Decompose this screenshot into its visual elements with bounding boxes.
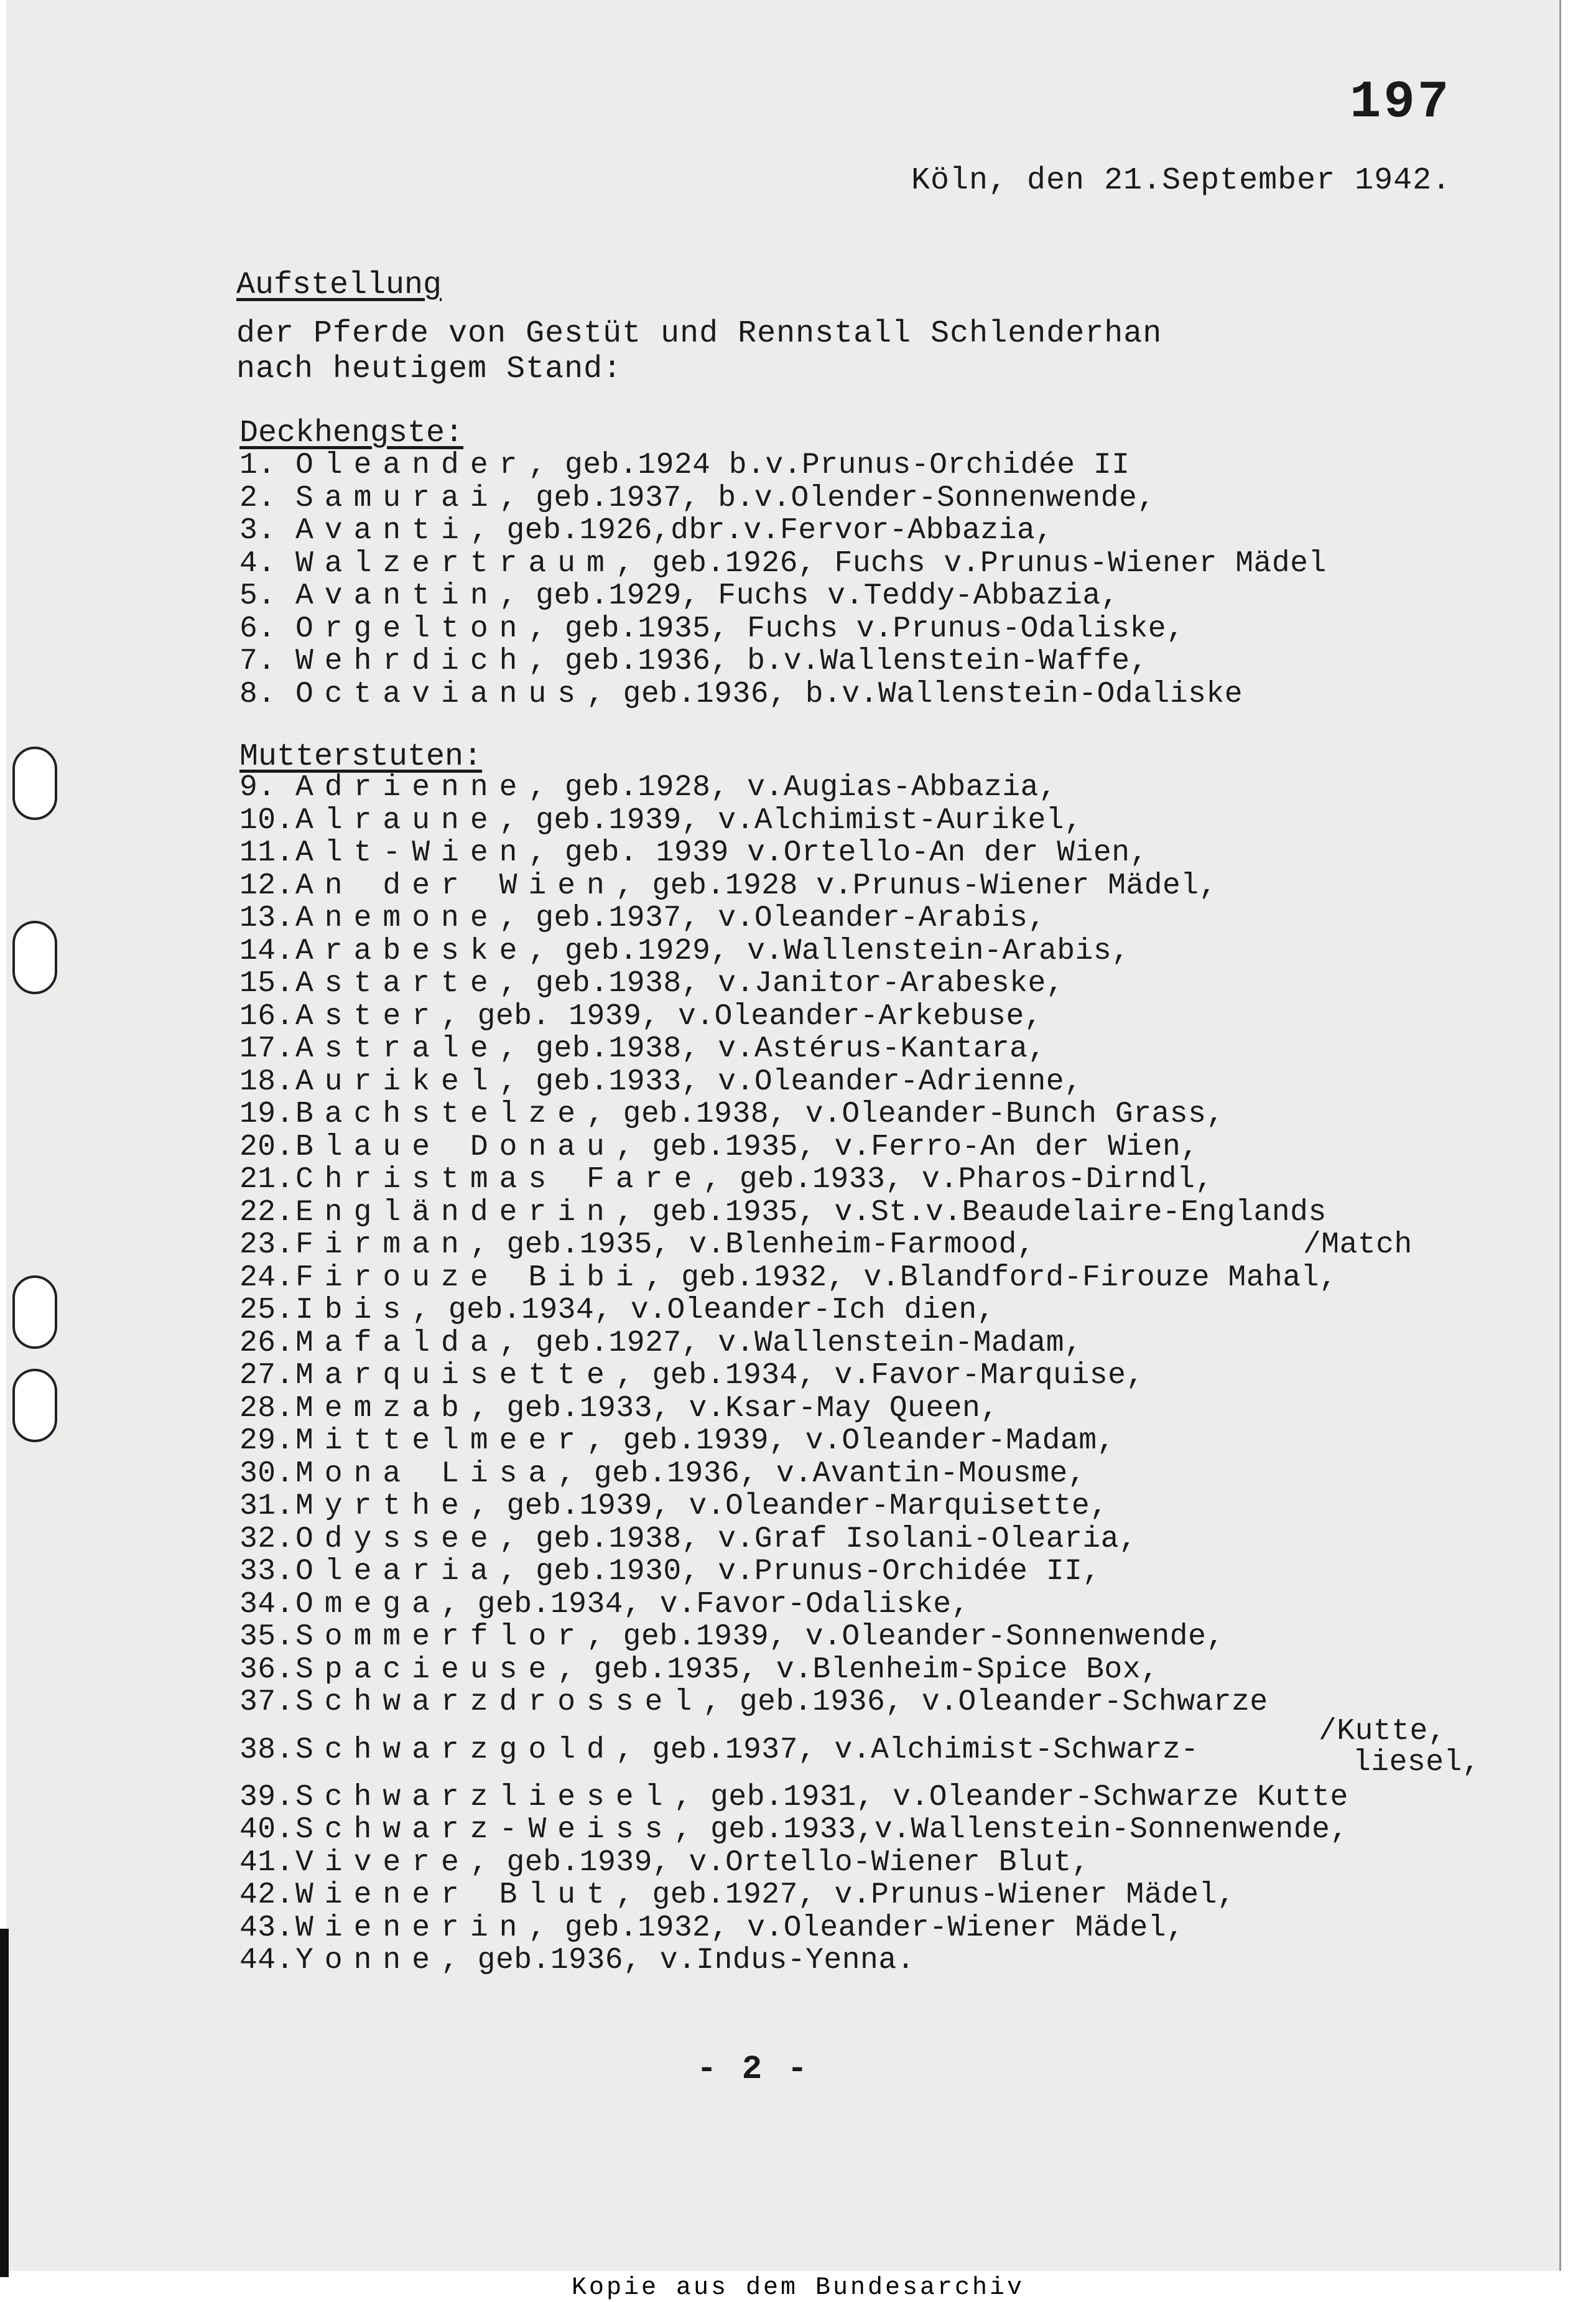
list-item (239, 1262, 1595, 1295)
horse-details: , geb.1928, v.Augias-Abbazia, (528, 771, 1057, 804)
horse-name: Mafalda (295, 1326, 499, 1360)
horse-details: , geb.1932, v.Oleander-Wiener Mädel, (528, 1911, 1185, 1945)
entry-number: 35. (239, 1620, 294, 1654)
horse-name: Marquisette (295, 1359, 616, 1392)
horse-details: , geb.1935, v.Blenheim-Farmood, (470, 1228, 1036, 1262)
subtitle-line: nach heutigem Stand: (236, 352, 623, 387)
horse-details: , geb.1928 v.Prunus-Wiener Mädel, (615, 869, 1217, 903)
list-item (239, 1714, 1595, 1781)
horse-name: Olearia (295, 1555, 499, 1588)
entry-number: 41. (239, 1845, 294, 1880)
entry-number: 19. (239, 1097, 294, 1131)
list-item (239, 1458, 1595, 1491)
horse-details: , geb.1937, v.Oleander-Arabis, (499, 902, 1046, 935)
horse-name: An der Wien (295, 869, 616, 903)
list-item (239, 449, 1595, 482)
typed-sheet (6, 0, 1561, 2271)
line-note: /Match (1303, 1228, 1413, 1262)
list-item (239, 837, 1595, 870)
entry-number: 42. (239, 1878, 294, 1912)
list-item (239, 1392, 1595, 1425)
dateline: Köln, den 21.September 1942. (911, 163, 1452, 198)
horse-details: , geb.1936, v.Avantin-Mousme, (557, 1456, 1087, 1491)
horse-details: , geb.1936, v.Indus-Yenna. (441, 1944, 915, 1977)
list-item (239, 613, 1595, 646)
entry-number: 36. (239, 1652, 294, 1687)
horse-name: Adrienne (295, 771, 529, 804)
mares-title: Mutterstuten: (239, 739, 483, 775)
entry-number: 44. (239, 1944, 294, 1977)
horse-details: , geb.1937, b.v.Olender-Sonnenwende, (499, 481, 1156, 515)
list-item (239, 1131, 1595, 1164)
horse-name: Oleander (295, 449, 529, 482)
horse-name: Arabeske (295, 934, 529, 968)
horse-name: Odyssee (295, 1522, 499, 1556)
horse-details: , geb.1930, v.Prunus-Orchidée II, (499, 1555, 1101, 1588)
stallions-title: Deckhengste: (239, 416, 464, 451)
list-item (239, 678, 1595, 711)
horse-details: , geb.1939, v.Oleander-Sonnenwende, (587, 1620, 1225, 1654)
horse-details: , geb.1938, v.Oleander-Bunch Grass, (587, 1097, 1225, 1131)
entry-number: 4. (239, 546, 276, 580)
entry-number: 34. (239, 1587, 294, 1621)
horse-name: Wiener Blut (295, 1878, 616, 1912)
entry-number: 23. (239, 1228, 294, 1262)
list-item (239, 1033, 1595, 1066)
horse-name: Memzab (295, 1391, 470, 1425)
list-item (239, 1944, 1595, 1977)
horse-name: Wehrdich (295, 645, 529, 678)
list-item (239, 1359, 1595, 1392)
horse-details: , geb.1939, v.Ortello-Wiener Blut, (470, 1845, 1090, 1880)
entry-number: 24. (239, 1261, 294, 1295)
entry-number: 38. (239, 1733, 294, 1767)
entry-number: 27. (239, 1359, 294, 1392)
entry-number: 21. (239, 1163, 294, 1196)
entry-number: 26. (239, 1326, 294, 1360)
horse-details: , geb.1934, v.Oleander-Ich dien, (412, 1293, 995, 1327)
stallions-list (239, 449, 1595, 711)
list-item (239, 1000, 1595, 1033)
entry-number: 20. (239, 1130, 294, 1164)
horse-name: Firman (295, 1228, 470, 1262)
entry-number: 28. (239, 1391, 294, 1425)
horse-name: Engländerin (295, 1195, 616, 1229)
subtitle-line: der Pferde von Gestüt und Rennstall Schlenderhan (236, 316, 1162, 352)
list-item (239, 1196, 1595, 1229)
entry-number: 10. (239, 803, 294, 837)
horse-details: , geb.1938, v.Janitor-Arabeske, (499, 967, 1065, 1000)
horse-name: Schwarzgold (295, 1733, 616, 1767)
entry-number: 39. (239, 1780, 294, 1814)
horse-name: Schwarzliesel (295, 1780, 674, 1814)
horse-name: Spacieuse (295, 1652, 558, 1687)
list-item (239, 804, 1595, 837)
horse-details: , geb.1934, v.Favor-Marquise, (615, 1359, 1144, 1392)
page-number: 197 (1350, 73, 1452, 133)
entry-number: 3. (239, 514, 276, 548)
entry-number: 5. (239, 579, 276, 613)
list-item (239, 1912, 1595, 1945)
horse-details: , geb.1939, v.Alchimist-Aurikel, (499, 803, 1083, 837)
horse-name: Omega (295, 1587, 442, 1621)
line-note: liesel, (1353, 1745, 1481, 1779)
list-item (239, 870, 1595, 903)
list-item (239, 1523, 1595, 1556)
entry-number: 12. (239, 869, 294, 903)
list-item (239, 935, 1595, 968)
horse-name: Avanti (295, 514, 470, 548)
horse-details: , geb.1927, v.Wallenstein-Madam, (499, 1326, 1083, 1360)
horse-name: Schwarzdrossel (295, 1685, 703, 1719)
list-item (239, 1163, 1595, 1196)
entry-number: 40. (239, 1813, 294, 1847)
list-item (239, 1847, 1595, 1880)
list-item (239, 1327, 1595, 1360)
entry-number: 14. (239, 934, 294, 968)
entry-number: 7. (239, 645, 276, 678)
horse-details: , geb.1939, v.Oleander-Madam, (587, 1424, 1115, 1458)
entry-number: 25. (239, 1293, 294, 1327)
horse-details: , geb.1933, v.Ksar-May Queen, (470, 1391, 999, 1425)
horse-name: Schwarz-Weiss (295, 1813, 674, 1847)
horse-details: , geb.1934, v.Favor-Odaliske, (441, 1587, 970, 1621)
horse-details: , geb.1929, Fuchs v.Teddy-Abbazia, (499, 579, 1119, 613)
horse-details: , geb. 1939 v.Ortello-An der Wien, (528, 836, 1148, 870)
list-item (239, 1686, 1595, 1719)
entry-number: 22. (239, 1195, 294, 1229)
horse-details: , geb.1929, v.Wallenstein-Arabis, (528, 934, 1130, 968)
horse-details: , geb.1935, v.St.v.Beaudelaire-Englands (615, 1195, 1327, 1229)
horse-details: , geb.1936, v.Oleander-Schwarze (703, 1685, 1268, 1719)
list-item (239, 1588, 1595, 1621)
horse-name: Walzertraum (295, 546, 616, 580)
list-item (239, 1229, 1595, 1262)
list-item (239, 1781, 1595, 1814)
list-item (239, 548, 1595, 580)
list-item (239, 1098, 1595, 1131)
entry-number: 11. (239, 836, 294, 870)
horse-name: Ibis (295, 1293, 412, 1327)
horse-name: Mittelmeer (295, 1424, 587, 1458)
horse-details: , geb.1933, v.Oleander-Adrienne, (499, 1065, 1083, 1099)
horse-name: Astrale (295, 1032, 499, 1066)
list-item (239, 902, 1595, 935)
list-item (239, 1621, 1595, 1654)
list-item (239, 967, 1595, 1000)
horse-name: Samurai (295, 481, 499, 515)
entry-number: 9. (239, 771, 276, 804)
horse-name: Bachstelze (295, 1097, 587, 1131)
list-item (239, 1654, 1595, 1687)
horse-details: , geb.1931, v.Oleander-Schwarze Kutte (674, 1780, 1348, 1814)
horse-details: , geb.1935, v.Blenheim-Spice Box, (557, 1652, 1159, 1687)
horse-name: Christmas Fare (295, 1163, 703, 1196)
horse-name: Anemone (295, 902, 499, 935)
list-item (239, 1490, 1595, 1523)
entry-number: 31. (239, 1489, 294, 1523)
entry-number: 32. (239, 1522, 294, 1556)
entry-number: 33. (239, 1555, 294, 1588)
list-item (239, 1814, 1595, 1847)
horse-details: , geb.1935, Fuchs v.Prunus-Odaliske, (528, 612, 1185, 646)
entry-number: 16. (239, 999, 294, 1033)
horse-name: Alraune (295, 803, 499, 837)
horse-name: Yonne (295, 1944, 442, 1977)
horse-details: , geb.1936, b.v.Wallenstein-Waffe, (528, 645, 1148, 678)
entry-number: 2. (239, 481, 276, 515)
horse-name: Firouze Bibi (295, 1261, 645, 1295)
footer-page-number: - 2 - (697, 2051, 810, 2089)
entry-number: 8. (239, 677, 276, 711)
entry-number: 18. (239, 1065, 294, 1099)
entry-number: 15. (239, 967, 294, 1000)
horse-name: Sommerflor (295, 1620, 587, 1654)
horse-name: Myrthe (295, 1489, 470, 1523)
document-page (6, 0, 1561, 2271)
horse-details: , geb.1924 b.v.Prunus-Orchidée II (528, 449, 1130, 482)
horse-details: , geb.1933,v.Wallenstein-Sonnenwende, (674, 1813, 1348, 1847)
horse-details: , geb.1939, v.Oleander-Marquisette, (470, 1489, 1108, 1523)
horse-details: , geb.1927, v.Prunus-Wiener Mädel, (615, 1878, 1236, 1912)
list-item (239, 771, 1595, 804)
horse-details: , geb.1935, v.Ferro-An der Wien, (615, 1130, 1199, 1164)
list-item (239, 515, 1595, 548)
mares-list (239, 771, 1595, 1977)
horse-details: , geb.1932, v.Blandford-Firouze Mahal, (644, 1261, 1338, 1295)
list-item (239, 482, 1595, 515)
horse-name: Astarte (295, 967, 499, 1000)
horse-name: Alt-Wien (295, 836, 529, 870)
horse-details: , geb.1937, v.Alchimist-Schwarz- (615, 1733, 1199, 1767)
horse-details: , geb.1933, v.Pharos-Dirndl, (703, 1163, 1213, 1196)
horse-name: Wienerin (295, 1911, 529, 1945)
entry-number: 30. (239, 1456, 294, 1491)
entry-number: 17. (239, 1032, 294, 1066)
horse-details: , geb. 1939, v.Oleander-Arkebuse, (441, 999, 1043, 1033)
binder-edge (0, 1929, 9, 2277)
list-item (239, 645, 1595, 678)
horse-name: Avantin (295, 579, 499, 613)
horse-details: , geb.1926,dbr.v.Fervor-Abbazia, (470, 514, 1054, 548)
entry-number: 43. (239, 1911, 294, 1945)
line-note: /Kutte, (1319, 1714, 1447, 1748)
horse-name: Orgelton (295, 612, 529, 646)
horse-name: Blaue Donau (295, 1130, 616, 1164)
entry-number: 13. (239, 902, 294, 935)
horse-details: , geb.1936, b.v.Wallenstein-Odaliske (587, 677, 1243, 711)
list-item (239, 1066, 1595, 1099)
document-heading: Aufstellung (236, 268, 442, 303)
list-item (239, 1294, 1595, 1327)
entry-number: 29. (239, 1424, 294, 1458)
entry-number: 37. (239, 1685, 294, 1719)
horse-name: Octavianus (295, 677, 587, 711)
horse-details: , geb.1926, Fuchs v.Prunus-Wiener Mädel (615, 546, 1327, 580)
horse-name: Vivere (295, 1845, 470, 1880)
archive-note: Kopie aus dem Bundesarchiv (571, 2274, 1025, 2302)
horse-details: , geb.1938, v.Astérus-Kantara, (499, 1032, 1046, 1066)
horse-details: , geb.1938, v.Graf Isolani-Olearia, (499, 1522, 1138, 1556)
list-item (239, 580, 1595, 613)
list-item (239, 1425, 1595, 1458)
horse-name: Mona Lisa (295, 1456, 558, 1491)
list-item (239, 1555, 1595, 1588)
list-item (239, 1879, 1595, 1912)
entry-number: 1. (239, 449, 276, 482)
horse-name: Aster (295, 999, 442, 1033)
entry-number: 6. (239, 612, 276, 646)
horse-name: Aurikel (295, 1065, 499, 1099)
